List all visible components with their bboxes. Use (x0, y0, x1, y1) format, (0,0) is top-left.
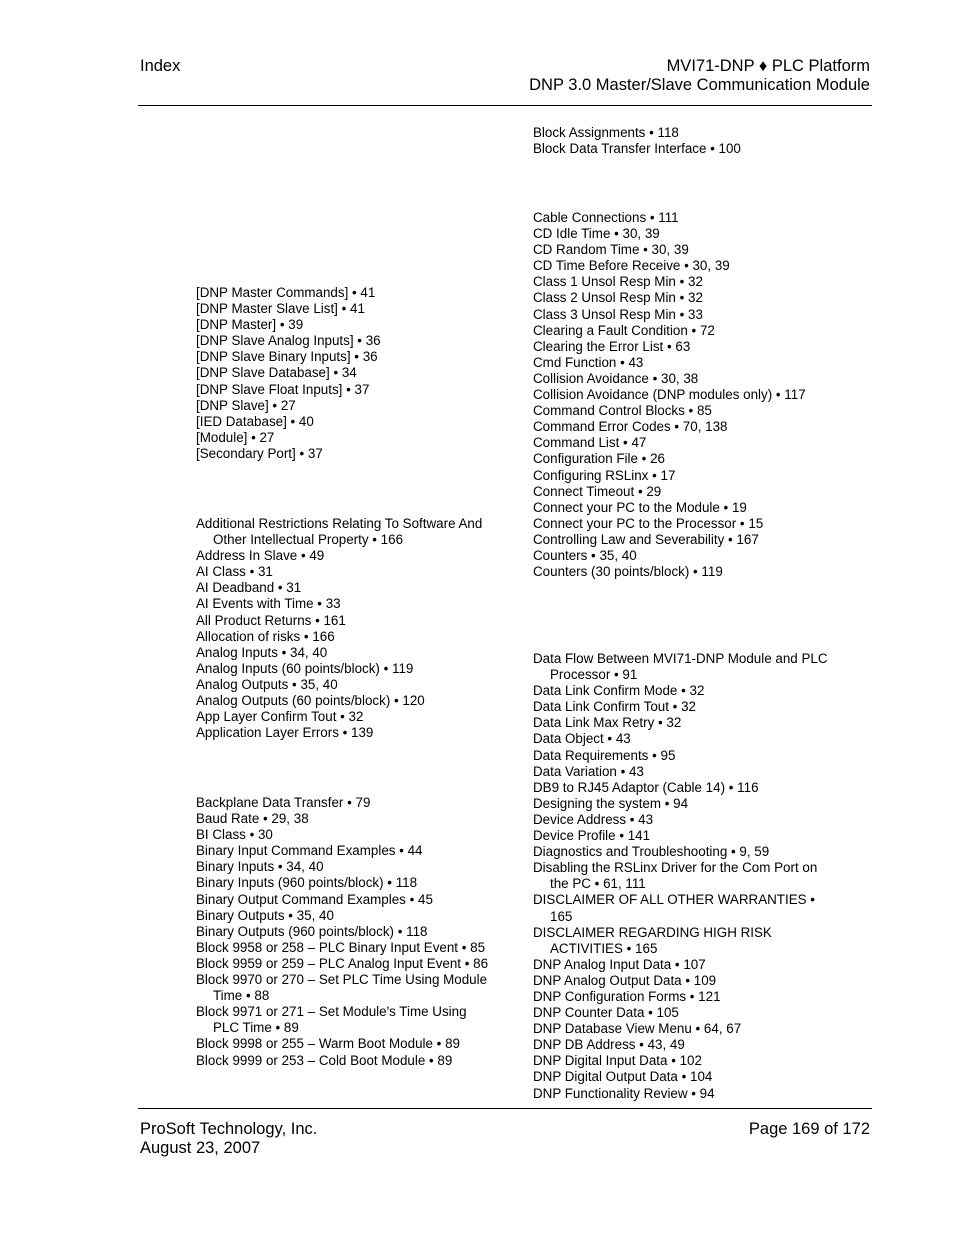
index-entry: Command Error Codes • 70, 138 (533, 419, 728, 435)
index-entry: AI Class • 31 (196, 564, 273, 580)
index-entry: [DNP Slave Database] • 34 (196, 365, 357, 381)
index-entry: DNP Analog Output Data • 109 (533, 972, 717, 988)
index-entry: DISCLAIMER REGARDING HIGH RISK ACTIVITIES • 165 (533, 924, 772, 956)
index-entry: CD Idle Time • 30, 39 (533, 226, 660, 242)
index-entry: Diagnostics and Troubleshooting • 9, 59 (533, 844, 770, 860)
header-product: MVI71-DNP ♦ PLC Platform (666, 57, 870, 75)
index-entry: Counters • 35, 40 (533, 547, 637, 563)
index-entry: CD Time Before Receive • 30, 39 (533, 258, 730, 274)
index-entry: DNP Digital Input Data • 102 (533, 1053, 702, 1069)
index-entry: Backplane Data Transfer • 79 (196, 795, 371, 810)
footer-company: ProSoft Technology, Inc. (140, 1120, 318, 1138)
index-entry: Binary Output Command Examples • 45 (196, 891, 433, 907)
index-entry: Class 1 Unsol Resp Min • 32 (533, 274, 703, 290)
index-entry: BI Class • 30 (196, 827, 273, 843)
index-entry: Designing the system • 94 (533, 795, 689, 811)
index-entry: Data Object • 43 (533, 731, 631, 747)
index-entry: Collision Avoidance (DNP modules only) • 117 (533, 387, 806, 403)
index-right-group-3 (533, 651, 833, 1102)
index-entry: Binary Inputs • 34, 40 (196, 859, 324, 875)
index-entry: DNP Analog Input Data • 107 (533, 956, 706, 972)
index-entry: DNP Database View Menu • 64, 67 (533, 1021, 742, 1037)
index-entry: [DNP Slave Float Inputs] • 37 (196, 381, 370, 397)
index-entry: Analog Outputs • 35, 40 (196, 676, 338, 692)
index-entry: Class 2 Unsol Resp Min • 32 (533, 290, 703, 306)
index-entry: Binary Input Command Examples • 44 (196, 843, 423, 859)
index-entry: Block 9998 or 255 – Warm Boot Module • 89 (196, 1036, 460, 1052)
index-entry: DB9 to RJ45 Adaptor (Cable 14) • 116 (533, 779, 759, 795)
index-entry: Application Layer Errors • 139 (196, 725, 374, 741)
index-left-group-2 (196, 516, 496, 741)
index-entry: Block 9970 or 270 – Set PLC Time Using Module Time • 88 (196, 972, 488, 1004)
footer-date: August 23, 2007 (140, 1139, 261, 1157)
index-entry: Command Control Blocks • 85 (533, 403, 712, 419)
index-entry: Clearing the Error List • 63 (533, 338, 691, 354)
index-entry: Baud Rate • 29, 38 (196, 811, 309, 827)
index-entry: Data Variation • 43 (533, 763, 644, 779)
index-entry: [IED Database] • 40 (196, 413, 314, 429)
index-entry: Block 9958 or 258 – PLC Binary Input Event • 85 (196, 939, 486, 955)
index-entry: [DNP Slave] • 27 (196, 397, 296, 413)
index-entry: Binary Outputs (960 points/block) • 118 (196, 923, 428, 939)
index-entry: [DNP Slave Analog Inputs] • 36 (196, 333, 381, 349)
index-right-group-1 (533, 125, 833, 157)
index-entry: [DNP Master Slave List] • 41 (196, 301, 365, 317)
footer-left (140, 1120, 317, 1158)
index-entry: Data Link Max Retry • 32 (533, 715, 682, 731)
index-entry: Command List • 47 (533, 435, 647, 451)
index-entry: Clearing a Fault Condition • 72 (533, 322, 715, 338)
index-entry: Additional Restrictions Relating To Software And Other Intellectual Property • 166 (196, 516, 483, 548)
index-entry: DNP Functionality Review • 94 (533, 1085, 715, 1101)
index-entry: Connect your PC to the Processor • 15 (533, 515, 764, 531)
index-entry: Analog Inputs (60 points/block) • 119 (196, 660, 414, 676)
index-entry: Block 9971 or 271 – Set Module's Time Using PLC Time • 89 (196, 1004, 467, 1036)
index-entry: App Layer Confirm Tout • 32 (196, 709, 364, 725)
index-entry: Block 9999 or 253 – Cold Boot Module • 89 (196, 1052, 453, 1068)
index-entry: Connect your PC to the Module • 19 (533, 499, 747, 515)
index-entry: Device Address • 43 (533, 811, 654, 827)
index-entry: Analog Inputs • 34, 40 (196, 644, 328, 660)
index-entry: [DNP Master] • 39 (196, 317, 304, 333)
index-entry: DNP DB Address • 43, 49 (533, 1037, 685, 1053)
index-entry: DNP Digital Output Data • 104 (533, 1069, 713, 1085)
index-entry: [Secondary Port] • 37 (196, 445, 323, 461)
header-title-block (529, 57, 870, 95)
index-entry: Block Assignments • 118 (533, 125, 679, 140)
index-entry: AI Deadband • 31 (196, 580, 302, 596)
header-section: Index (140, 57, 181, 75)
index-entry: Configuring RSLinx • 17 (533, 467, 676, 483)
index-entry: Block 9959 or 259 – PLC Analog Input Event • 86 (196, 955, 489, 971)
index-entry: Collision Avoidance • 30, 38 (533, 370, 699, 386)
index-entry: [DNP Master Commands] • 41 (196, 285, 376, 300)
index-entry: Cable Connections • 111 (533, 210, 679, 225)
header-subtitle: DNP 3.0 Master/Slave Communication Module (529, 76, 870, 94)
index-entry: Counters (30 points/block) • 119 (533, 564, 723, 580)
index-entry: [Module] • 27 (196, 429, 275, 445)
index-entry: Device Profile • 141 (533, 828, 651, 844)
index-entry: Data Flow Between MVI71-DNP Module and PLC Processor • 91 (533, 651, 828, 683)
index-entry: Binary Inputs (960 points/block) • 118 (196, 875, 418, 891)
index-entry: Configuration File • 26 (533, 451, 665, 467)
index-entry: CD Random Time • 30, 39 (533, 242, 689, 258)
index-entry: [DNP Slave Binary Inputs] • 36 (196, 349, 378, 365)
index-entry: Class 3 Unsol Resp Min • 33 (533, 306, 703, 322)
index-right-group-2 (533, 210, 833, 580)
index-entry: Analog Outputs (60 points/block) • 120 (196, 693, 425, 709)
index-entry: Connect Timeout • 29 (533, 483, 662, 499)
index-entry: Data Requirements • 95 (533, 747, 676, 763)
footer-page-number: Page 169 of 172 (748, 1120, 870, 1138)
index-entry: Controlling Law and Severability • 167 (533, 531, 759, 547)
index-entry: DNP Counter Data • 105 (533, 1005, 679, 1021)
index-entry: Disabling the RSLinx Driver for the Com Port on the PC • 61, 111 (533, 860, 818, 892)
index-entry: AI Events with Time • 33 (196, 596, 341, 612)
index-entry: Cmd Function • 43 (533, 354, 644, 370)
index-entry: DISCLAIMER OF ALL OTHER WARRANTIES • 165 (533, 892, 815, 924)
header-rule (138, 105, 872, 106)
index-entry: Data Link Confirm Tout • 32 (533, 699, 696, 715)
index-left-group-1 (196, 285, 496, 462)
index-entry: All Product Returns • 161 (196, 612, 346, 628)
footer-rule (138, 1108, 872, 1109)
index-entry: Block Data Transfer Interface • 100 (533, 141, 741, 157)
index-entry: Address In Slave • 49 (196, 548, 325, 564)
index-entry: Allocation of risks • 166 (196, 628, 335, 644)
index-entry: Binary Outputs • 35, 40 (196, 907, 334, 923)
index-left-group-3 (196, 795, 496, 1069)
index-entry: Data Link Confirm Mode • 32 (533, 683, 705, 699)
index-entry: DNP Configuration Forms • 121 (533, 988, 721, 1004)
